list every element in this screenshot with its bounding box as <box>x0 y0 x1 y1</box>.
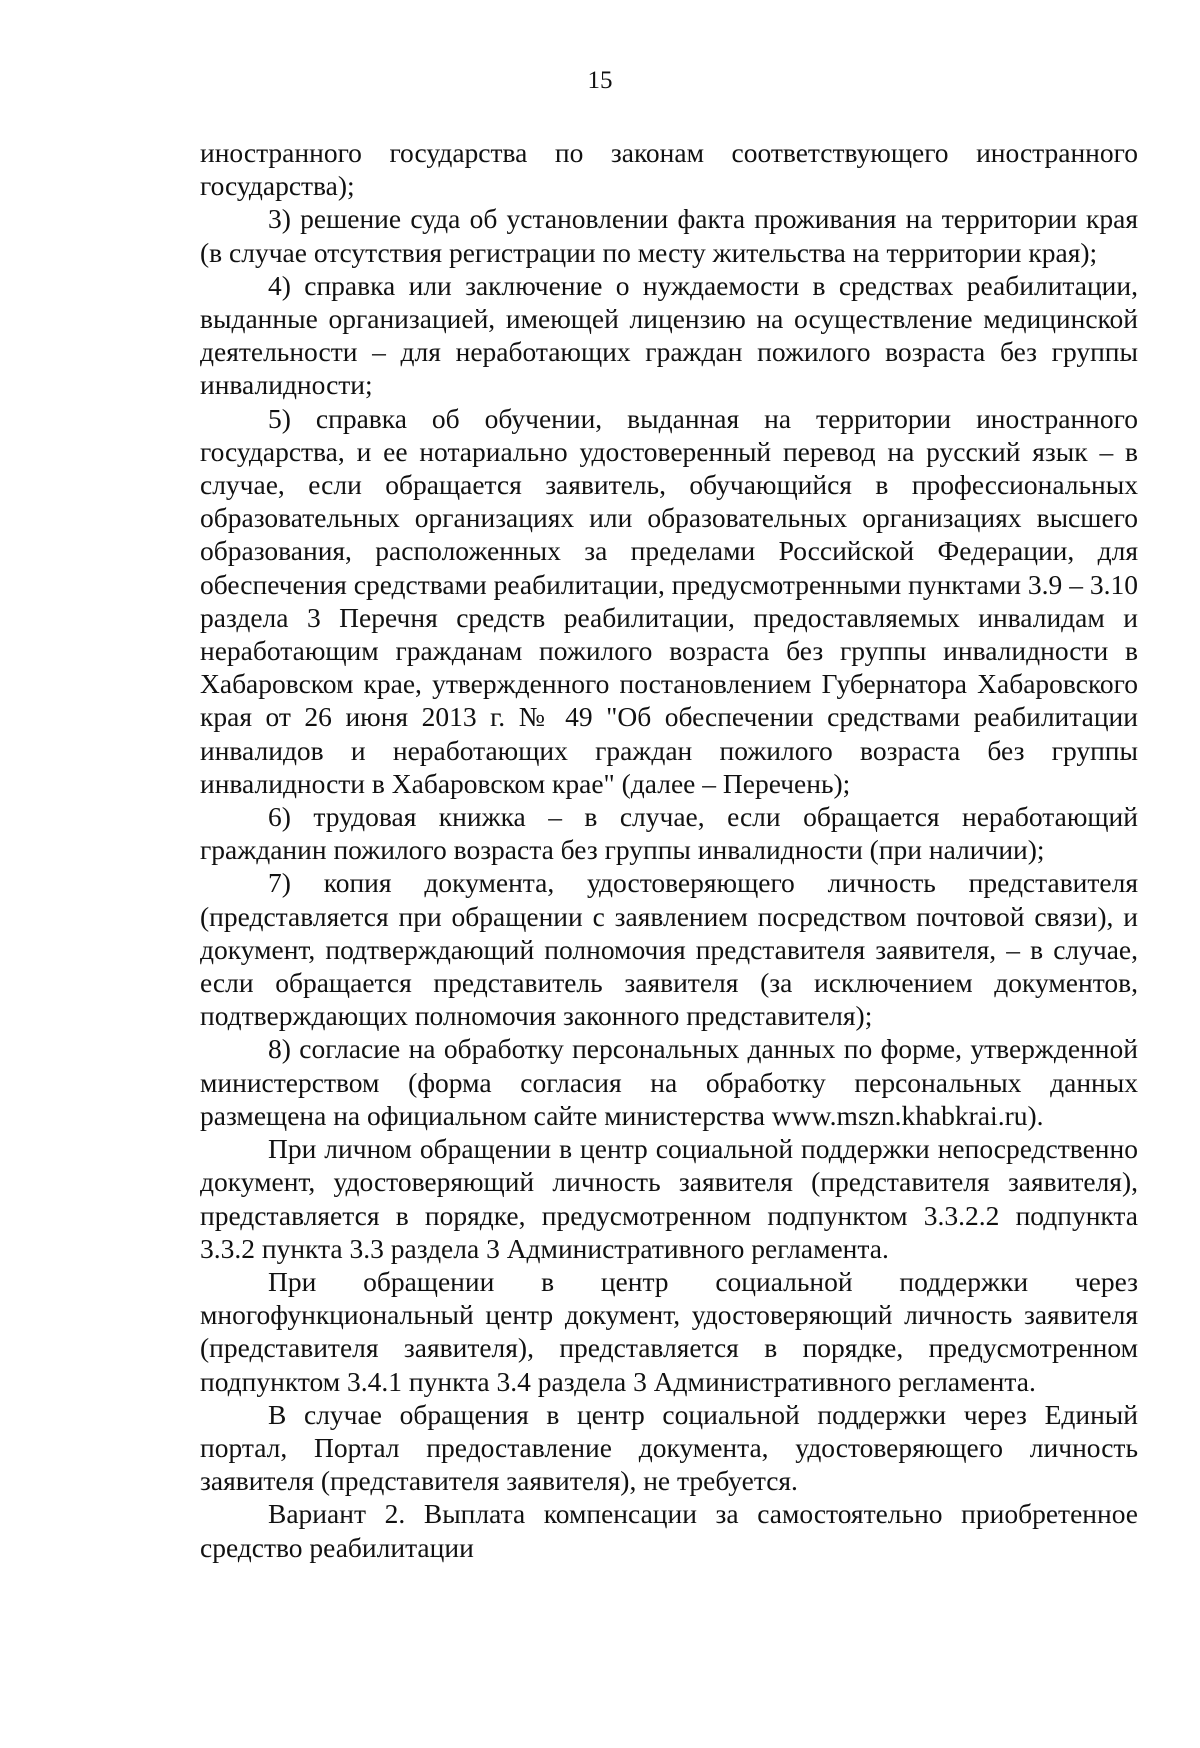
list-item-8: 8) согласие на обработку персональных данных по форме, утвержденной министерством (форма согласия на обработку персональных данных размещена на официальном сайте министерства www.mszn.khabkrai.ru). <box>200 1033 1138 1131</box>
paragraph-portal: В случае обращения в центр социальной поддержки через Единый портал, Портал предоставление документа, удостоверяющего личность заявителя (представителя заявителя), не требуется. <box>200 1398 1138 1497</box>
paragraph-continuation: иностранного государства по законам соответствующего иностранного государства); <box>200 137 1138 202</box>
document-body <box>200 136 1138 1564</box>
list-item-4: 4) справка или заключение о нуждаемости в средствах реабилитации, выданные организацией, имеющей лицензию на осуществление медицинской деятельности – для неработающих граждан пожилого возраста без группы инвалидности; <box>200 269 1138 401</box>
paragraph-personal-visit: При личном обращении в центр социальной поддержки непосредственно документ, удостоверяющий личность заявителя (представителя заявителя), представляется в порядке, предусмотренном подпунктом 3.3.2.2 подпункта 3.3.2 пункта 3.3 раздела 3 Административного регламента. <box>200 1133 1138 1264</box>
section-heading-variant-2: Вариант 2. Выплата компенсации за самостоятельно приобретенное средство реабилитации <box>200 1498 1138 1563</box>
list-item-5: 5) справка об обучении, выданная на территории иностранного государства, и ее нотариально удостоверенный перевод на русский язык – в случае, если обращается заявитель, обучающийся в профессиональных образовательных организациях или образовательных организациях высшего образования, расположенных за пределами Российской Федерации, для обеспечения средствами реабилитации, предусмотренными пунктами 3.9 – 3.10 раздела 3 Перечня средств реабилитации, предоставляемых инвалидам и неработающим гражданам пожилого возраста без группы инвалидности в Хабаровском крае, утвержденного постановлением Губернатора Хабаровского края от 26 июня 2013 г. № 49 "Об обеспечении средствами реабилитации инвалидов и неработающих граждан пожилого возраста без группы инвалидности в Хабаровском крае" (далее – Перечень); <box>200 402 1138 799</box>
page-number: 15 <box>587 67 613 94</box>
list-item-7: 7) копия документа, удостоверяющего личность представителя (представляется при обращении с заявлением посредством почтовой связи), и документ, подтверждающий полномочия представителя заявителя, – в случае, если обращается представитель заявителя (за исключением документов, подтверждающих полномочия законного представителя); <box>200 867 1138 1032</box>
paragraph-mfc-visit: При обращении в центр социальной поддержки через многофункциональный центр документ, удостоверяющий личность заявителя (представителя заявителя), представляется в порядке, предусмотренном подпунктом 3.4.1 пункта 3.4 раздела 3 Административного регламента. <box>200 1265 1138 1397</box>
list-item-3: 3) решение суда об установлении факта проживания на территории края (в случае отсутствия регистрации по месту жительства на территории края); <box>200 203 1138 268</box>
list-item-6: 6) трудовая книжка – в случае, если обращается неработающий гражданин пожилого возраста без группы инвалидности (при наличии); <box>200 801 1138 866</box>
